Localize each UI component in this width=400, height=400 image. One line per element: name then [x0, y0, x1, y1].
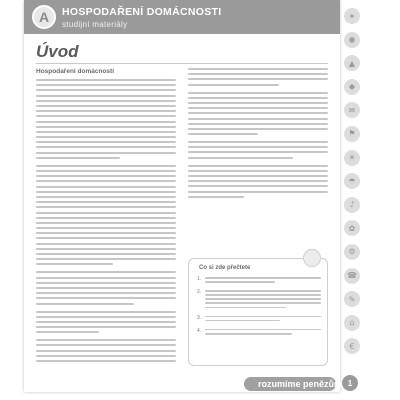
side-icon: ⚙: [344, 244, 360, 260]
document-page: [24, 0, 343, 392]
chapter-title: Úvod: [36, 42, 79, 61]
paragraph: [36, 339, 176, 362]
side-icon: ✉: [344, 102, 360, 118]
list-item: 4.: [197, 329, 321, 337]
side-icon: ✎: [344, 291, 360, 307]
header-subtitle: studijní materiály: [62, 20, 128, 29]
paragraph: [36, 79, 176, 159]
side-icon: ⚑: [344, 126, 360, 142]
summary-list: [197, 277, 321, 342]
side-icon: ▲: [344, 55, 360, 71]
side-icon: ☀: [344, 150, 360, 166]
paragraph: [188, 68, 328, 86]
list-item: 2.: [197, 290, 321, 310]
side-icon: ◆: [344, 79, 360, 95]
side-icon: ✿: [344, 220, 360, 236]
side-icon: ✦: [344, 8, 360, 24]
side-icon: ☂: [344, 173, 360, 189]
summary-box: [188, 258, 328, 366]
header-title: HOSPODAŘENÍ DOMÁCNOSTI: [62, 6, 222, 18]
page-number: 1: [342, 375, 358, 391]
paragraph: [188, 92, 328, 136]
paragraph: [188, 141, 328, 159]
list-item: 1.: [197, 277, 321, 285]
sun-icon: [303, 249, 321, 267]
text-column-left: [36, 68, 176, 368]
side-icon: ⌂: [344, 315, 360, 331]
side-icon: ☎: [344, 268, 360, 284]
summary-box-title: Co si zde přečtete: [199, 265, 251, 271]
side-icon-strip: [344, 8, 360, 362]
side-icon: €: [344, 338, 360, 354]
paragraph: [36, 271, 176, 304]
footer-brand-text: rozumíme penězům: [258, 379, 343, 389]
paragraph: [36, 165, 176, 266]
paragraph: [188, 165, 328, 198]
section-heading: Hospodaření domácností: [36, 68, 115, 75]
paragraph: [36, 311, 176, 334]
side-icon: ♪: [344, 197, 360, 213]
side-icon: ◉: [344, 32, 360, 48]
text-column-right: [188, 68, 328, 204]
list-item: 3.: [197, 316, 321, 324]
section-badge: A: [32, 5, 56, 29]
title-rule: [36, 63, 328, 64]
